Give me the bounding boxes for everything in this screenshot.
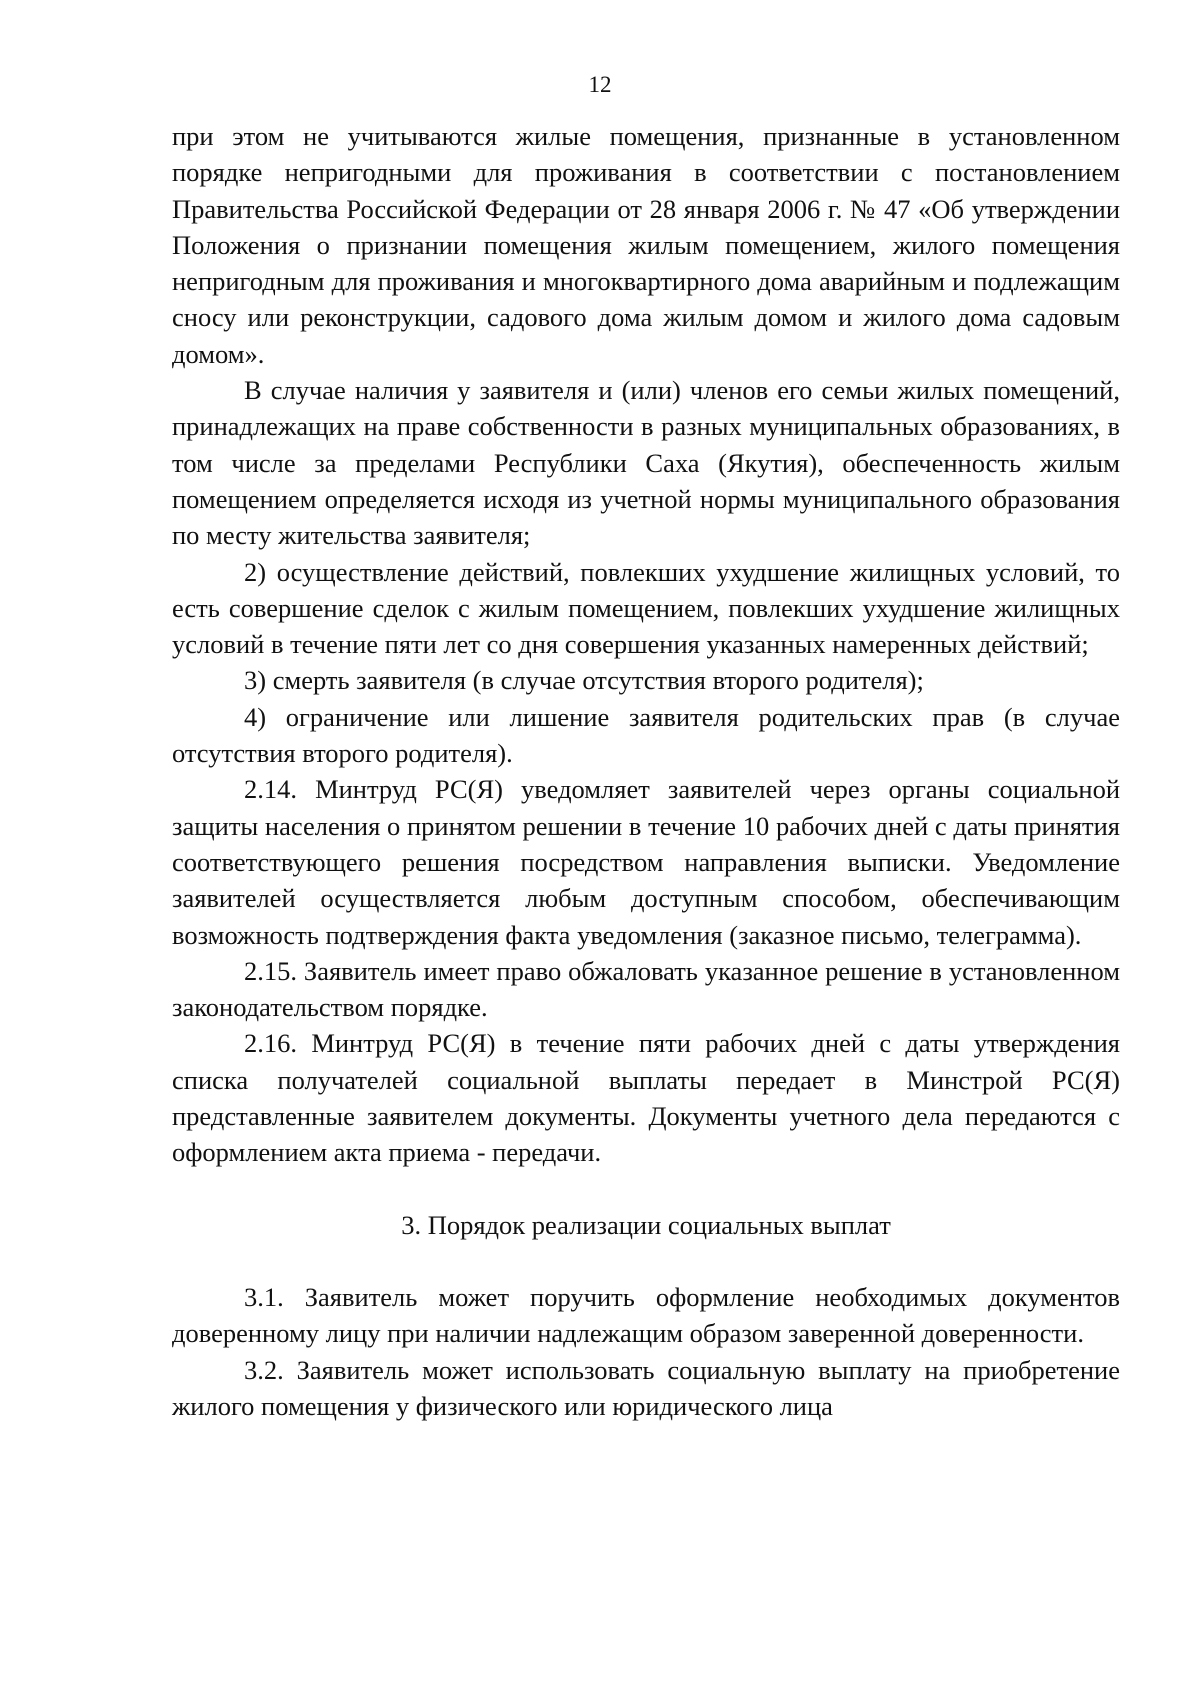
clause-2-14: 2.14. Минтруд РС(Я) уведомляет заявителей через органы социальной защиты населения о принятом решении в течение 10 рабочих дней с даты принятия соответствующего решения посредством направления выписки. Уведомление заявителей осуществляется любым доступным способом, обеспечивающим возможность подтверждения факта уведомления (заказное письмо, телеграмма).: [172, 774, 1120, 950]
clause-3-2: 3.2. Заявитель может использовать социальную выплату на приобретение жилого помещения у физического или юридического лица: [172, 1354, 1120, 1421]
paragraph-continuation: при этом не учитываются жилые помещения, признанные в установленном порядке непригодными для проживания в соответствии с постановлением Правительства Российской Федерации от 28 января 2006 г. № 47 «Об утверждении Положения о признании помещения жилым помещением, жилого помещения непригодным для проживания и многоквартирного дома аварийным и подлежащим сносу или реконструкции, садового дома жилым домом и жилого дома садовым домом».: [172, 121, 1120, 369]
section-heading: 3. Порядок реализации социальных выплат: [401, 1209, 891, 1240]
list-item: 4) ограничение или лишение заявителя родительских прав (в случае отсутствия второго родителя).: [172, 701, 1120, 769]
clause-2-16: 2.16. Минтруд РС(Я) в течение пяти рабочих дней с даты утверждения списка получателей социальной выплаты передает в Минстрой РС(Я) представленные заявителем документы. Документы учетного дела передаются с оформлением акта приема - передачи.: [172, 1028, 1120, 1168]
page-number: 12: [588, 72, 612, 97]
document-body: [172, 118, 1120, 1424]
list-item: 3) смерть заявителя (в случае отсутствия второго родителя);: [244, 665, 924, 696]
paragraph: В случае наличия у заявителя и (или) членов его семьи жилых помещений, принадлежащих на праве собственности в разных муниципальных образованиях, в том числе за пределами Республики Саха (Якутия), обеспеченность жилым помещением определяется исходя из учетной нормы муниципального образования по месту жительства заявителя;: [172, 375, 1120, 551]
list-item: 2) осуществление действий, повлекших ухудшение жилищных условий, то есть совершение сделок с жилым помещением, повлекших ухудшение жилищных условий в течение пяти лет со дня совершения указанных намеренных действий;: [172, 556, 1120, 660]
clause-3-1: 3.1. Заявитель может поручить оформление необходимых документов доверенному лицу при наличии надлежащим образом заверенной доверенности.: [172, 1281, 1120, 1349]
clause-2-15: 2.15. Заявитель имеет право обжаловать указанное решение в установленном законодательством порядке.: [172, 955, 1120, 1023]
